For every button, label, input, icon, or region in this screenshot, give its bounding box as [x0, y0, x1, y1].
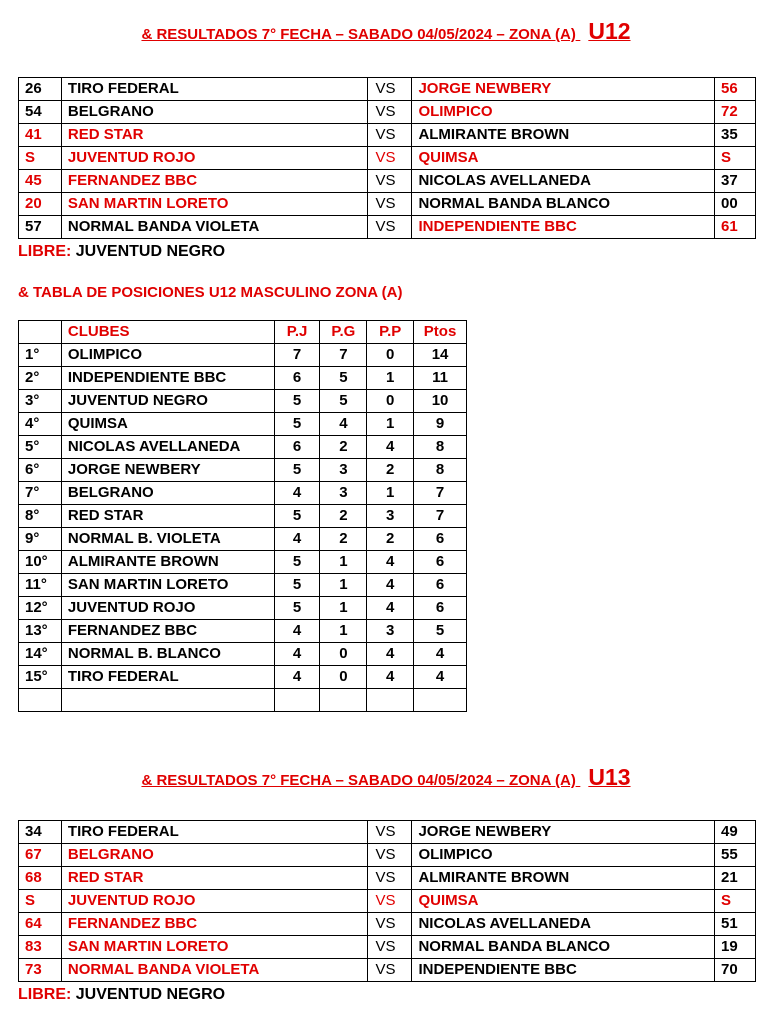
standings-header-row [19, 321, 467, 344]
vs-label: VS [367, 216, 412, 239]
pp-cell: 4 [367, 436, 414, 459]
standings-row [19, 459, 467, 482]
position-cell: 10° [19, 551, 62, 574]
home-team: RED STAR [61, 867, 367, 890]
pp-cell: 1 [367, 367, 414, 390]
pg-cell: 4 [320, 413, 367, 436]
club-cell: FERNANDEZ BBC [61, 620, 274, 643]
away-score: 37 [715, 170, 756, 193]
club-cell: INDEPENDIENTE BBC [61, 367, 274, 390]
ptos-cell [414, 689, 467, 712]
u13-results-title: & RESULTADOS 7° FECHA – SABADO 04/05/2024 – ZONA (A) U13 [141, 764, 631, 790]
vs-label: VS [367, 936, 412, 959]
standings-row [19, 528, 467, 551]
club-cell: JUVENTUD ROJO [61, 597, 274, 620]
away-team: NORMAL BANDA BLANCO [412, 936, 715, 959]
u12-libre: LIBRE: JUVENTUD NEGRO [18, 243, 226, 260]
pg-cell: 0 [320, 643, 367, 666]
pj-cell: 4 [274, 528, 320, 551]
club-cell: BELGRANO [61, 482, 274, 505]
pp-cell: 4 [367, 597, 414, 620]
pp-cell [367, 689, 414, 712]
standings-row [19, 390, 467, 413]
club-cell: NICOLAS AVELLANEDA [61, 436, 274, 459]
away-score: S [715, 147, 756, 170]
match-row [19, 913, 756, 936]
pg-header: P.G [320, 321, 367, 344]
club-cell: QUIMSA [61, 413, 274, 436]
pp-header: P.P [367, 321, 414, 344]
position-cell [19, 689, 62, 712]
home-team: NORMAL BANDA VIOLETA [61, 216, 367, 239]
vs-label: VS [367, 844, 412, 867]
match-row [19, 78, 756, 101]
standings-row [19, 574, 467, 597]
position-cell: 6° [19, 459, 62, 482]
standings-row [19, 620, 467, 643]
ptos-cell: 8 [414, 436, 467, 459]
away-score: 72 [715, 101, 756, 124]
pg-cell: 0 [320, 666, 367, 689]
position-cell: 7° [19, 482, 62, 505]
u12-results-body [19, 78, 756, 239]
pj-cell [274, 689, 320, 712]
u12-results-title: & RESULTADOS 7° FECHA – SABADO 04/05/2024 – ZONA (A) U12 [141, 18, 631, 44]
away-team: JORGE NEWBERY [412, 78, 715, 101]
pg-cell: 5 [320, 390, 367, 413]
ptos-cell: 4 [414, 666, 467, 689]
pj-cell: 6 [274, 367, 320, 390]
standings-table [18, 320, 467, 712]
match-row [19, 890, 756, 913]
standings-row [19, 436, 467, 459]
pg-cell: 1 [320, 597, 367, 620]
standings-row [19, 482, 467, 505]
home-score: 73 [19, 959, 62, 982]
home-score: S [19, 890, 62, 913]
home-team: JUVENTUD ROJO [61, 890, 367, 913]
home-team: FERNANDEZ BBC [61, 170, 367, 193]
pp-cell: 2 [367, 459, 414, 482]
away-team: QUIMSA [412, 890, 715, 913]
pp-cell: 1 [367, 482, 414, 505]
vs-label: VS [367, 867, 412, 890]
ptos-cell: 8 [414, 459, 467, 482]
home-score: 83 [19, 936, 62, 959]
away-score: 21 [715, 867, 756, 890]
away-team: NICOLAS AVELLANEDA [412, 170, 715, 193]
home-score: 67 [19, 844, 62, 867]
home-team: BELGRANO [61, 101, 367, 124]
pg-cell: 2 [320, 528, 367, 551]
ptos-cell: 7 [414, 505, 467, 528]
pg-cell: 7 [320, 344, 367, 367]
pg-cell: 1 [320, 574, 367, 597]
away-team: NORMAL BANDA BLANCO [412, 193, 715, 216]
club-cell: NORMAL B. BLANCO [61, 643, 274, 666]
pj-cell: 6 [274, 436, 320, 459]
home-score: 45 [19, 170, 62, 193]
pp-cell: 4 [367, 574, 414, 597]
u13-results-table [18, 820, 756, 982]
position-cell: 1° [19, 344, 62, 367]
home-score: 64 [19, 913, 62, 936]
club-cell: JORGE NEWBERY [61, 459, 274, 482]
match-row [19, 959, 756, 982]
away-score: S [715, 890, 756, 913]
standings-row [19, 505, 467, 528]
home-team: TIRO FEDERAL [61, 821, 367, 844]
standings-row [19, 413, 467, 436]
pp-cell: 3 [367, 505, 414, 528]
club-cell: SAN MARTIN LORETO [61, 574, 274, 597]
pg-cell: 1 [320, 551, 367, 574]
pj-cell: 5 [274, 413, 320, 436]
vs-label: VS [367, 147, 412, 170]
away-team: ALMIRANTE BROWN [412, 124, 715, 147]
ptos-cell: 5 [414, 620, 467, 643]
pj-cell: 5 [274, 551, 320, 574]
standings-body [19, 321, 467, 712]
vs-label: VS [367, 913, 412, 936]
pp-cell: 0 [367, 344, 414, 367]
home-team: SAN MARTIN LORETO [61, 936, 367, 959]
home-score: 26 [19, 78, 62, 101]
match-row [19, 821, 756, 844]
away-team: QUIMSA [412, 147, 715, 170]
standings-row [19, 689, 467, 712]
club-cell: TIRO FEDERAL [61, 666, 274, 689]
ptos-cell: 9 [414, 413, 467, 436]
pg-cell: 1 [320, 620, 367, 643]
vs-label: VS [367, 124, 412, 147]
club-cell: RED STAR [61, 505, 274, 528]
position-header [19, 321, 62, 344]
pj-cell: 4 [274, 620, 320, 643]
u12-results-table [18, 77, 756, 239]
pj-cell: 4 [274, 666, 320, 689]
clubes-header: CLUBES [61, 321, 274, 344]
vs-label: VS [367, 821, 412, 844]
home-team: SAN MARTIN LORETO [61, 193, 367, 216]
match-row [19, 936, 756, 959]
pg-cell [320, 689, 367, 712]
standings-row [19, 666, 467, 689]
away-team: NICOLAS AVELLANEDA [412, 913, 715, 936]
away-team: JORGE NEWBERY [412, 821, 715, 844]
away-score: 51 [715, 913, 756, 936]
vs-label: VS [367, 170, 412, 193]
pj-cell: 5 [274, 459, 320, 482]
home-score: 20 [19, 193, 62, 216]
home-score: S [19, 147, 62, 170]
away-score: 70 [715, 959, 756, 982]
home-team: NORMAL BANDA VIOLETA [61, 959, 367, 982]
standings-title: & TABLA DE POSICIONES U12 MASCULINO ZONA (A) [18, 284, 403, 301]
pp-cell: 3 [367, 620, 414, 643]
pj-cell: 5 [274, 597, 320, 620]
match-row [19, 124, 756, 147]
away-team: INDEPENDIENTE BBC [412, 959, 715, 982]
u13-libre: LIBRE: JUVENTUD NEGRO [18, 986, 226, 1003]
match-row [19, 193, 756, 216]
pj-cell: 5 [274, 505, 320, 528]
home-team: BELGRANO [61, 844, 367, 867]
match-row [19, 844, 756, 867]
pp-cell: 4 [367, 643, 414, 666]
away-score: 61 [715, 216, 756, 239]
position-cell: 8° [19, 505, 62, 528]
standings-row [19, 551, 467, 574]
pj-cell: 5 [274, 390, 320, 413]
vs-label: VS [367, 959, 412, 982]
u13-results-body [19, 821, 756, 982]
club-cell [61, 689, 274, 712]
pj-cell: 4 [274, 482, 320, 505]
ptos-cell: 6 [414, 597, 467, 620]
away-team: OLIMPICO [412, 844, 715, 867]
away-score: 19 [715, 936, 756, 959]
home-score: 54 [19, 101, 62, 124]
pg-cell: 5 [320, 367, 367, 390]
home-score: 41 [19, 124, 62, 147]
pg-cell: 3 [320, 482, 367, 505]
away-team: ALMIRANTE BROWN [412, 867, 715, 890]
match-row [19, 101, 756, 124]
standings-row [19, 344, 467, 367]
position-cell: 14° [19, 643, 62, 666]
match-row [19, 216, 756, 239]
standings-row [19, 643, 467, 666]
pp-cell: 4 [367, 666, 414, 689]
vs-label: VS [367, 193, 412, 216]
club-cell: NORMAL B. VIOLETA [61, 528, 274, 551]
home-team: TIRO FEDERAL [61, 78, 367, 101]
pp-cell: 2 [367, 528, 414, 551]
position-cell: 2° [19, 367, 62, 390]
away-team: OLIMPICO [412, 101, 715, 124]
standings-row [19, 597, 467, 620]
away-score: 56 [715, 78, 756, 101]
pg-cell: 2 [320, 505, 367, 528]
pj-cell: 5 [274, 574, 320, 597]
position-cell: 11° [19, 574, 62, 597]
position-cell: 9° [19, 528, 62, 551]
away-score: 55 [715, 844, 756, 867]
home-score: 57 [19, 216, 62, 239]
away-score: 35 [715, 124, 756, 147]
position-cell: 3° [19, 390, 62, 413]
match-row [19, 867, 756, 890]
position-cell: 4° [19, 413, 62, 436]
match-row [19, 170, 756, 193]
ptos-header: Ptos [414, 321, 467, 344]
vs-label: VS [367, 101, 412, 124]
standings-row [19, 367, 467, 390]
ptos-cell: 4 [414, 643, 467, 666]
match-row [19, 147, 756, 170]
pg-cell: 2 [320, 436, 367, 459]
vs-label: VS [367, 78, 412, 101]
pj-header: P.J [274, 321, 320, 344]
club-cell: ALMIRANTE BROWN [61, 551, 274, 574]
ptos-cell: 6 [414, 551, 467, 574]
pg-cell: 3 [320, 459, 367, 482]
ptos-cell: 6 [414, 574, 467, 597]
ptos-cell: 11 [414, 367, 467, 390]
ptos-cell: 10 [414, 390, 467, 413]
pj-cell: 7 [274, 344, 320, 367]
club-cell: OLIMPICO [61, 344, 274, 367]
pp-cell: 4 [367, 551, 414, 574]
ptos-cell: 14 [414, 344, 467, 367]
club-cell: JUVENTUD NEGRO [61, 390, 274, 413]
ptos-cell: 7 [414, 482, 467, 505]
pj-cell: 4 [274, 643, 320, 666]
away-score: 49 [715, 821, 756, 844]
pp-cell: 0 [367, 390, 414, 413]
position-cell: 5° [19, 436, 62, 459]
ptos-cell: 6 [414, 528, 467, 551]
home-team: FERNANDEZ BBC [61, 913, 367, 936]
vs-label: VS [367, 890, 412, 913]
away-score: 00 [715, 193, 756, 216]
away-team: INDEPENDIENTE BBC [412, 216, 715, 239]
position-cell: 12° [19, 597, 62, 620]
home-score: 68 [19, 867, 62, 890]
home-team: RED STAR [61, 124, 367, 147]
pp-cell: 1 [367, 413, 414, 436]
position-cell: 13° [19, 620, 62, 643]
home-team: JUVENTUD ROJO [61, 147, 367, 170]
position-cell: 15° [19, 666, 62, 689]
home-score: 34 [19, 821, 62, 844]
